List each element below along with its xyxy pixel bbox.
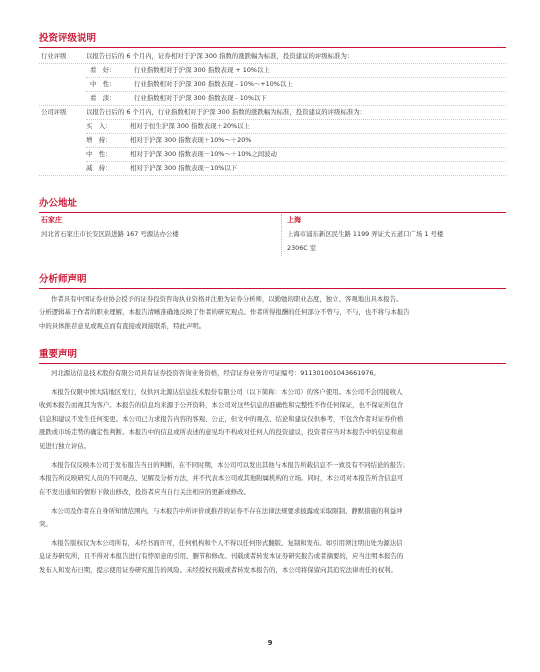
industry-rating-label: 行业评级 xyxy=(41,52,67,60)
company-grade-text: 相对于恒生沪深 300 指数表现＋20%以上 xyxy=(130,122,250,130)
rating-section-title: 投资评级说明 xyxy=(39,33,97,44)
rating-title-rule xyxy=(39,47,506,48)
industry-grade-text: 行业指数相对于沪深 300 指数表现 - 10%以下 xyxy=(134,94,267,102)
analyst-section-title: 分析师声明 xyxy=(39,274,87,285)
row-divider xyxy=(86,119,506,120)
office-column-divider xyxy=(281,214,282,256)
disclaimer-section-title: 重要声明 xyxy=(39,349,78,360)
sjz-city: 石家庄 xyxy=(41,216,62,224)
company-rating-desc: 以报告日后的 6 个月内，行业指数相对于沪深 300 指数的涨跌幅为标准，投资建议的评级标准为： xyxy=(86,108,367,116)
row-divider xyxy=(86,147,506,148)
industry-grade-name: 看 淡： xyxy=(90,94,116,102)
row-divider xyxy=(86,133,506,134)
disclaimer-line: 本报告版权仅为本公司所有，未经书面许可，任何机构和个人不得以任何形式翻版、复制和发布。如引用须注明出处为源达信 xyxy=(51,539,403,547)
disclaimer-line: 信息和建议不发生任何变更。本公司已力求报告内容的客观、公正，但文中的观点、结论和建议仅供参考，不包含作者对证券价格 xyxy=(39,414,404,423)
disclaimer-line: 在不发出通知的情形下做出修改，投资者应当自行关注相应的更新或修改。 xyxy=(39,487,250,496)
analyst-statement-line: 分析逻辑基于作者的职业理解，本报告清晰准确地反映了作者的研究观点。作者所得报酬的任何部分不曾与，不与，也不将与本报告 xyxy=(39,308,410,317)
company-grade-name: 买 入： xyxy=(86,122,112,130)
row-divider xyxy=(86,77,506,78)
disclaimer-paragraph xyxy=(39,537,506,577)
sh-city: 上海 xyxy=(287,216,301,224)
disclaimer-line: 河北源达信息技术股份有限公司具有证券投资咨询业务资格，经营证券业务许可证编号：911301001043661976。 xyxy=(51,369,380,377)
disclaimer-line: 见进行独立评估。 xyxy=(39,441,91,450)
industry-grade-name: 看 好： xyxy=(90,66,116,74)
sh-address-line1: 上海市浦东新区民生路 1199 弄证大五道口广场 1 号楼 xyxy=(287,230,444,238)
disclaimer-line: 本报告仅反映本公司于发布报告当日的判断，在不同时期，本公司可以发出其他与本报告所载信息不一致及有不同结论的报告； xyxy=(51,461,409,469)
analyst-statement-line: 中的具体推荐意见或观点而有直接或间接联系，特此声明。 xyxy=(39,321,206,330)
industry-grade-text: 行业指数相对于沪深 300 指数表现 - 10%～+10%以上 xyxy=(134,80,293,88)
company-grade-text: 相对于沪深 300 指数表现＋10%～＋20% xyxy=(130,136,252,144)
disclaimer-line: 收到本报告而视其为客户。本报告的信息均来源于公开资料，本公司对这些信息的准确性和完整性不作任何保证，也不保证所包含 xyxy=(39,401,404,410)
disclaimer-paragraph xyxy=(39,505,506,532)
disclaimer-line: 本报告仅限中国大陆地区发行，仅供河北源达信息技术股份有限公司（以下简称：本公司）的客户使用。本公司不会因接收人 xyxy=(51,388,403,396)
disclaimer-line: 发布人和发布日期，提示使用证券研究报告的风险。未经授权刊载或者转发本报告的，本公司将保留向其追究法律责任的权利。 xyxy=(39,565,397,574)
company-rating-label: 公司评级 xyxy=(41,108,67,116)
company-grade-name: 增 持： xyxy=(86,136,112,144)
disclaimer-line: 涨跌或市场走势的确定性判断。本报告中的信息或所表述的意见均不构成对任何人的投资建议，投资者应当对本报告中的信息和意 xyxy=(39,428,404,437)
page-number: 9 xyxy=(267,639,273,647)
analyst-statement-line: 作者具有中国证券业协会授予的证券投资咨询执业资格并注册为证券分析师，以勤勉的职业态度，独立、客观地出具本报告。 xyxy=(51,295,403,303)
company-grade-text: 相对于沪深 300 指数表现－10%以下 xyxy=(130,164,238,172)
industry-grade-name: 中 性： xyxy=(90,80,116,88)
office-section-title: 办公地址 xyxy=(39,198,78,209)
disclaimer-paragraph xyxy=(39,386,506,453)
company-grade-name: 中 性： xyxy=(86,150,112,158)
sjz-address: 河北省石家庄市长安区跃进路 167 号源达办公楼 xyxy=(41,230,179,238)
disclaimer-line: 息证券研究所，且不得对本报告进行有悖原意的引用、删节和修改。刊载或者转发本证券研究报告或者摘要的，应当注明本报告的 xyxy=(39,552,404,561)
company-grade-text: 相对于沪深 300 指数表现－10%～＋10%之间波动 xyxy=(130,150,277,158)
disclaimer-line: 本公司及作者在自身所知情范围内，与本报告中所评价或推荐的证券不存在法律法规要求披露或采取限制、静默措施的利益冲 xyxy=(51,507,403,515)
disclaimer-paragraph xyxy=(39,459,506,499)
disclaimer-line: 本报告所反映研究人员的不同观点、见解及分析方法，并不代表本公司或其他附属机构的立场。同时，本公司对本报告所含信息可 xyxy=(39,474,404,483)
company-grade-name: 减 持： xyxy=(86,164,112,172)
disclaimer-paragraph xyxy=(39,367,506,380)
disclaimer-title-rule xyxy=(39,363,506,364)
industry-grade-text: 行业指数相对于沪深 300 指数表现 + 10%以上 xyxy=(134,66,270,74)
disclaimer-line: 突。 xyxy=(39,520,52,529)
row-divider xyxy=(39,175,506,176)
row-divider xyxy=(39,105,506,106)
analyst-title-rule xyxy=(39,288,506,289)
row-divider xyxy=(86,161,506,162)
industry-rating-desc: 以报告日后的 6 个月内，证券相对于沪深 300 指数的涨跌幅为标准，投资建议的评级标准为： xyxy=(86,52,354,60)
sh-address-line2: 2306C 室 xyxy=(287,244,317,252)
office-title-rule xyxy=(39,212,506,213)
row-divider xyxy=(86,91,506,92)
row-divider xyxy=(39,63,506,64)
analyst-statement xyxy=(39,293,506,333)
